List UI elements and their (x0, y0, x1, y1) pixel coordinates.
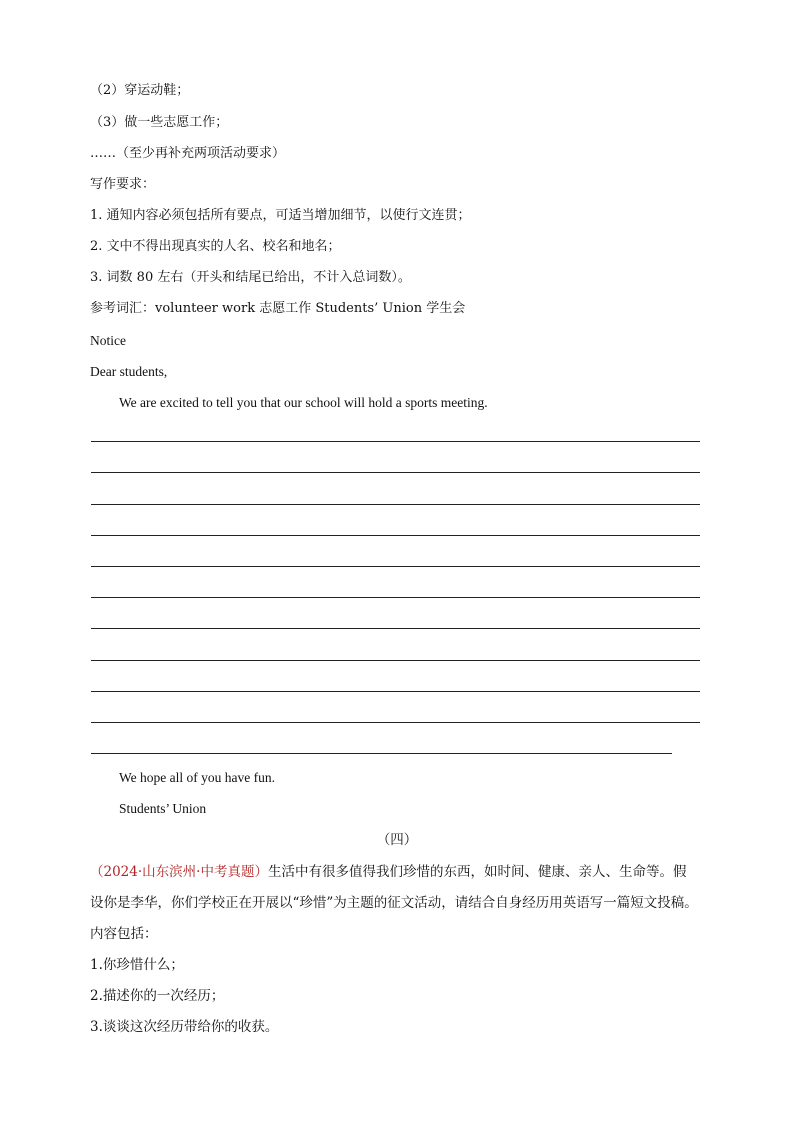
content-point-3: 3.谈谈这次经历带给你的收获。 (90, 1019, 279, 1035)
content-point-1: 1.你珍惜什么； (90, 957, 184, 973)
section-four-prompt-line-2: 设你是李华，你们学校正在开展以“珍惜”为主题的征文活动，请结合自身经历用英语写一篇短文投稿。 (90, 895, 698, 911)
answer-line (91, 722, 700, 723)
requirement-item-3: （3）做一些志愿工作； (90, 115, 229, 130)
section-four-prompt-line-1 (90, 863, 686, 881)
notice-title: Notice (90, 333, 126, 348)
notice-closing-sentence: We hope all of you have fun. (119, 770, 275, 785)
content-heading: 内容包括： (90, 926, 158, 942)
writing-requirement-1: 1. 通知内容必须包括所有要点，可适当增加细节，以使行文连贯； (90, 208, 471, 223)
writing-requirements-heading: 写作要求： (90, 177, 156, 192)
question-source: （2024·山东滨州·中考真题） (90, 864, 268, 880)
answer-line (91, 597, 700, 598)
answer-line (91, 535, 700, 536)
requirement-item-2: （2）穿运动鞋； (90, 83, 190, 98)
reference-vocabulary: 参考词汇：volunteer work 志愿工作 Students’ Union 学生会 (90, 301, 466, 316)
answer-line (91, 660, 700, 661)
answer-line (91, 691, 700, 692)
answer-line (91, 753, 672, 754)
answer-line (91, 504, 700, 505)
section-four-label: （四） (376, 832, 418, 848)
notice-signature: Students’ Union (119, 801, 207, 816)
requirement-more: ……（至少再补充两项活动要求） (90, 146, 286, 161)
answer-line (91, 628, 700, 629)
notice-opening-sentence: We are excited to tell you that our school will hold a sports meeting. (119, 395, 488, 410)
answer-line (91, 566, 700, 567)
answer-line (91, 441, 700, 442)
writing-requirement-2: 2. 文中不得出现真实的人名、校名和地名； (90, 239, 341, 254)
answer-line (91, 472, 700, 473)
prompt-text-line-1: 生活中有很多值得我们珍惜的东西，如时间、健康、亲人、生命等。假 (267, 864, 687, 880)
writing-requirement-3: 3. 词数 80 左右（开头和结尾已给出，不计入总词数）。 (90, 270, 411, 285)
content-point-2: 2.描述你的一次经历； (90, 988, 225, 1004)
notice-greeting: Dear students, (90, 364, 168, 379)
